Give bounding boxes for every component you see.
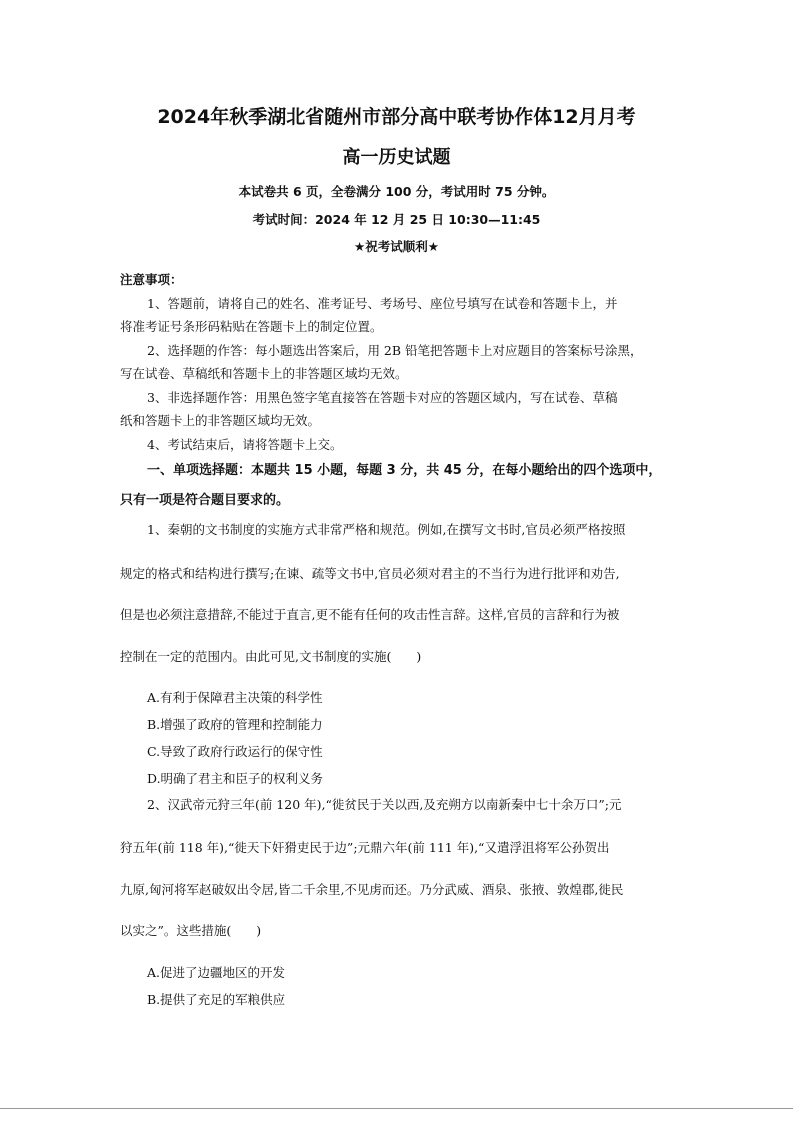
section-heading: 只有一项是符合题目要求的。 [120, 493, 290, 508]
question-1-line: 规定的格式和结构进行撰写;在谏、疏等文书中,官员必须对君主的不当行为进行批评和劝告, [120, 566, 620, 581]
page-bottom-divider [0, 1108, 793, 1109]
exam-blessing: ★祝考试顺利★ [354, 239, 439, 254]
notes-line: 将准考证号条形码粘贴在答题卡上的制定位置。 [120, 319, 383, 334]
notes-line: 2、选择题的作答：每小题选出答案后，用 2B 铅笔把答题卡上对应题目的答案标号涂黑， [147, 343, 643, 358]
notes-line: 写在试卷、草稿纸和答题卡上的非答题区域均无效。 [120, 366, 408, 381]
question-2-option-a: A.促进了边疆地区的开发 [147, 965, 286, 980]
question-1-option-d: D.明确了君主和臣子的权利义务 [147, 771, 324, 786]
question-1-option-a: A.有利于保障君主决策的科学性 [147, 690, 323, 705]
notes-line: 纸和答题卡上的非答题区域均无效。 [120, 413, 321, 428]
question-1-line: 但是也必须注意措辞,不能过于直言,更不能有任何的攻击性言辞。这样,官员的言辞和行为被 [120, 607, 620, 622]
exam-info: 本试卷共 6 页，全卷满分 100 分，考试用时 75 分钟。 [238, 184, 555, 199]
notes-line: 3、非选择题作答：用黑色签字笔直接答在答题卡对应的答题区域内，写在试卷、草稿 [147, 390, 618, 405]
question-1-option-b: B.增强了政府的管理和控制能力 [147, 717, 323, 732]
question-1-option-c: C.导致了政府行政运行的保守性 [147, 744, 323, 759]
notes-line: 1、答题前，请将自己的姓名、准考证号、考场号、座位号填写在试卷和答题卡上，并 [147, 296, 618, 311]
question-2-line: 狩五年(前 118 年),“徙天下奸猾吏民于边”;元鼎六年(前 111 年),“又遣浮沮将军公孙贺出 [120, 840, 610, 855]
exam-title: 2024年秋季湖北省随州市部分高中联考协作体12月月考 [157, 106, 636, 128]
exam-time: 考试时间：2024 年 12 月 25 日 10:30—11:45 [252, 212, 541, 227]
question-2-option-b: B.提供了充足的军粮供应 [147, 992, 286, 1007]
notes-line: 4、考试结束后，请将答题卡上交。 [147, 437, 343, 452]
notes-heading: 注意事项： [120, 272, 183, 287]
question-2-line: 以实之”。这些措施( ) [120, 923, 262, 938]
question-1-line: 1、秦朝的文书制度的实施方式非常严格和规范。例如,在撰写文书时,官员必须严格按照 [147, 522, 626, 537]
section-heading: 一、单项选择题：本题共 15 小题，每题 3 分，共 45 分，在每小题给出的四个选项中， [147, 463, 662, 478]
question-2-line: 九原,匈河将军赵破奴出令居,皆二千余里,不见虏而还。乃分武威、酒泉、张掖、敦煌郡,徙民 [120, 882, 624, 897]
question-2-line: 2、汉武帝元狩三年(前 120 年),“徙贫民于关以西,及充朔方以南新秦中七十余万口”;元 [147, 797, 622, 812]
exam-subtitle: 高一历史试题 [342, 147, 451, 168]
question-1-line: 控制在一定的范围内。由此可见,文书制度的实施( ) [120, 649, 422, 664]
